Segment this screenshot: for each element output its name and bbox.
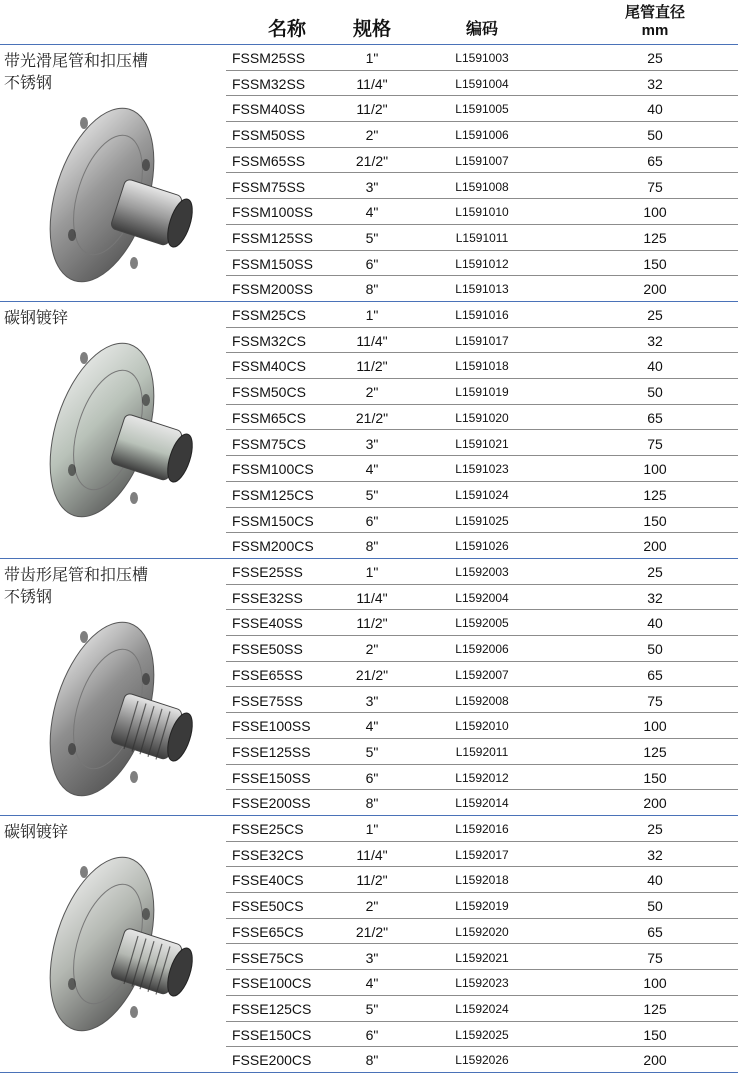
product-spec-cell: 3": [365, 692, 379, 709]
product-name-cell: FSSM65CS: [232, 409, 306, 426]
product-code-cell: L1592014: [455, 796, 509, 811]
group-label: [4, 564, 224, 608]
product-name-cell: FSSE50CS: [232, 898, 304, 915]
product-spec-cell: 11/4": [356, 75, 388, 92]
product-spec-cell: 3": [365, 178, 379, 195]
bolt-hole: [130, 771, 138, 783]
bolt-hole: [80, 631, 88, 643]
group-label: [4, 50, 224, 94]
table-row: [226, 816, 738, 842]
product-name-cell: FSSE25CS: [232, 821, 304, 837]
tail-diameter-cell: 200: [643, 538, 667, 555]
product-spec-cell: 11/2": [356, 615, 388, 632]
product-name-cell: FSSM150SS: [232, 255, 313, 272]
product-name-cell: FSSM25CS: [232, 307, 306, 323]
tail-diameter-cell: 50: [647, 384, 663, 401]
table-row: [226, 1047, 738, 1073]
flange-product-photo: [14, 844, 214, 1044]
tail-diameter-cell: 200: [643, 1052, 667, 1069]
product-spec-cell: 6": [365, 1026, 379, 1043]
product-spec-cell: 6": [365, 769, 379, 786]
product-code-cell: L1592011: [455, 744, 509, 759]
product-spec-cell: 4": [365, 204, 379, 221]
product-name-cell: FSSM40SS: [232, 101, 306, 118]
product-name-cell: FSSM32CS: [232, 332, 306, 349]
table-row: [226, 328, 738, 354]
product-name-cell: FSSE200SS: [232, 795, 311, 812]
tail-diameter-cell: 40: [647, 872, 663, 889]
product-code-cell: L1592008: [455, 693, 509, 708]
tail-diameter-cell: 65: [647, 666, 663, 683]
table-row: [226, 431, 738, 457]
tail-diameter-cell: 150: [643, 255, 667, 272]
product-code-cell: L1592006: [455, 642, 509, 657]
product-spec-cell: 21/2": [355, 409, 389, 426]
tail-diameter-cell: 32: [647, 589, 663, 606]
tail-diameter-cell: 75: [647, 692, 663, 709]
tail-diameter-cell: 75: [647, 435, 663, 452]
tail-diameter-cell: 150: [643, 1026, 667, 1043]
product-group: [0, 302, 738, 559]
table-row: [226, 1022, 738, 1048]
product-spec-cell: 8": [365, 281, 379, 298]
product-spec-cell: 5": [365, 486, 379, 503]
column-header-diameter-label: 尾管直径: [624, 4, 685, 21]
product-spec-cell: 4": [365, 975, 379, 992]
product-name-cell: FSSM32SS: [232, 75, 306, 92]
bolt-hole: [130, 257, 138, 269]
product-name-cell: FSSM100SS: [232, 204, 313, 221]
bolt-hole: [80, 866, 88, 878]
product-name-cell: FSSM150CS: [232, 512, 314, 529]
table-row: [226, 148, 738, 174]
table-row: [226, 559, 738, 585]
group-label: [4, 821, 224, 843]
product-name-cell: FSSM125CS: [232, 486, 314, 503]
group-label-line2: 不锈钢: [4, 73, 53, 92]
tail-diameter-cell: 200: [643, 795, 667, 812]
tail-diameter-cell: 100: [643, 975, 667, 992]
table-row: [226, 456, 738, 482]
table-row: [226, 276, 738, 302]
table-row: [226, 739, 738, 765]
product-name-cell: FSSE25SS: [232, 564, 303, 580]
bolt-hole: [142, 908, 150, 920]
product-name-cell: FSSE100CS: [232, 975, 312, 992]
tail-diameter-cell: 50: [647, 641, 663, 658]
product-name-cell: FSSM100CS: [232, 461, 314, 478]
table-row: [226, 251, 738, 277]
product-code-cell: L1592023: [455, 976, 509, 991]
product-name-cell: FSSM125SS: [232, 229, 313, 246]
product-name-cell: FSSE125CS: [232, 1000, 312, 1017]
tail-diameter-cell: 125: [643, 229, 667, 246]
bolt-hole: [130, 1006, 138, 1018]
product-spec-cell: 11/4": [356, 589, 388, 606]
table-row: [226, 893, 738, 919]
product-code-cell: L1592025: [455, 1027, 509, 1042]
tail-diameter-cell: 32: [647, 332, 663, 349]
table-row: [226, 45, 738, 71]
table-row: [226, 225, 738, 251]
tail-diameter-cell: 25: [647, 564, 663, 580]
product-code-cell: L1591016: [455, 308, 509, 322]
product-code-cell: L1592021: [455, 950, 509, 965]
table-row: [226, 353, 738, 379]
bolt-hole: [142, 673, 150, 685]
product-code-cell: L1591025: [455, 513, 509, 528]
product-group: [0, 559, 738, 816]
product-name-cell: FSSE32CS: [232, 846, 304, 863]
product-spec-cell: 3": [365, 949, 379, 966]
tail-diameter-cell: 125: [643, 486, 667, 503]
group-label-line1: 碳钢镀锌: [4, 822, 69, 841]
product-name-cell: FSSE75SS: [232, 692, 303, 709]
tail-diameter-cell: 25: [647, 821, 663, 837]
tail-diameter-cell: 25: [647, 307, 663, 323]
product-spec-cell: 8": [365, 1052, 379, 1069]
product-spec-cell: 4": [365, 718, 379, 735]
table-row: [226, 199, 738, 225]
group-label-line2: 不锈钢: [4, 587, 53, 606]
table-row: [226, 970, 738, 996]
tail-diameter-cell: 100: [643, 461, 667, 478]
bolt-hole: [142, 159, 150, 171]
product-spec-cell: 1": [365, 307, 379, 323]
table-row: [226, 122, 738, 148]
product-code-cell: L1591011: [455, 230, 509, 245]
flange-product-photo: [14, 330, 214, 530]
bolt-hole: [80, 352, 88, 364]
product-name-cell: FSSM65SS: [232, 152, 306, 169]
product-name-cell: FSSE150SS: [232, 769, 311, 786]
product-spec-cell: 4": [365, 461, 379, 478]
product-spec-cell: 3": [365, 435, 379, 452]
product-spec-cell: 1": [365, 821, 379, 837]
product-name-cell: FSSE150CS: [232, 1026, 312, 1043]
tail-diameter-cell: 125: [643, 743, 667, 760]
product-name-cell: FSSM75SS: [232, 178, 306, 195]
product-spec-cell: 11/4": [356, 846, 388, 863]
product-spec-cell: 6": [365, 512, 379, 529]
product-name-cell: FSSE75CS: [232, 949, 304, 966]
product-code-cell: L1591019: [455, 385, 509, 400]
product-spec-cell: 5": [365, 1000, 379, 1017]
table-row: [226, 174, 738, 200]
tail-diameter-cell: 50: [647, 898, 663, 915]
product-spec-cell: 6": [365, 255, 379, 272]
product-spec-cell: 2": [365, 384, 379, 401]
product-code-cell: L1592007: [455, 667, 509, 682]
tail-diameter-cell: 200: [643, 281, 667, 298]
product-spec-cell: 11/2": [356, 358, 388, 375]
product-name-cell: FSSM75CS: [232, 435, 306, 452]
product-name-cell: FSSE32SS: [232, 589, 303, 606]
product-code-cell: L1591018: [455, 359, 509, 374]
table-row: [226, 919, 738, 945]
product-code-cell: L1591020: [455, 410, 509, 425]
product-code-cell: L1591004: [455, 76, 509, 91]
flange-product-photo: [14, 609, 214, 809]
table-row: [226, 508, 738, 534]
product-code-cell: L1591010: [455, 205, 509, 220]
group-label-line1: 带光滑尾管和扣压槽: [4, 51, 149, 70]
product-name-cell: FSSE40SS: [232, 615, 303, 632]
table-row: [226, 713, 738, 739]
tail-diameter-cell: 40: [647, 101, 663, 118]
product-code-cell: L1591007: [455, 153, 509, 168]
product-spec-cell: 5": [365, 229, 379, 246]
flange-product-photo: [14, 95, 214, 295]
tail-diameter-cell: 150: [643, 769, 667, 786]
tail-diameter-cell: 40: [647, 615, 663, 632]
tail-diameter-cell: 75: [647, 178, 663, 195]
product-code-cell: L1592018: [455, 873, 509, 888]
product-name-cell: FSSM200CS: [232, 538, 314, 555]
product-code-cell: L1591017: [455, 333, 509, 348]
tail-diameter-cell: 100: [643, 718, 667, 735]
group-label: [4, 307, 224, 329]
column-header-name: 名称: [267, 19, 306, 40]
product-spec-cell: 11/2": [356, 872, 388, 889]
product-spec-cell: 2": [365, 127, 379, 144]
bolt-hole: [68, 978, 76, 990]
table-row: [226, 71, 738, 97]
product-name-cell: FSSE65SS: [232, 666, 303, 683]
table-row: [226, 610, 738, 636]
product-code-cell: L1591024: [455, 487, 509, 502]
product-spec-cell: 11/2": [356, 101, 388, 118]
group-label-line1: 碳钢镀锌: [4, 308, 69, 327]
column-header-spec: 规格: [352, 19, 391, 40]
product-code-cell: L1591013: [455, 282, 509, 297]
product-code-cell: L1592010: [455, 719, 509, 734]
tail-diameter-cell: 65: [647, 923, 663, 940]
product-code-cell: L1592017: [455, 847, 509, 862]
product-name-cell: FSSE65CS: [232, 923, 304, 940]
product-code-cell: L1591026: [455, 539, 509, 554]
bolt-hole: [80, 117, 88, 129]
tail-diameter-cell: 75: [647, 949, 663, 966]
product-code-cell: L1592012: [455, 770, 509, 785]
tail-diameter-cell: 65: [647, 409, 663, 426]
bolt-hole: [68, 464, 76, 476]
product-spec-cell: 2": [365, 898, 379, 915]
bolt-hole: [142, 394, 150, 406]
tail-diameter-cell: 100: [643, 204, 667, 221]
table-row: [226, 790, 738, 816]
group-label-line1: 带齿形尾管和扣压槽: [4, 565, 149, 584]
product-name-cell: FSSE100SS: [232, 718, 311, 735]
table-row: [226, 405, 738, 431]
table-row: [226, 945, 738, 971]
table-row: [226, 867, 738, 893]
tail-diameter-cell: 25: [647, 50, 663, 66]
tail-diameter-cell: 40: [647, 358, 663, 375]
column-header-diameter-unit: mm: [641, 22, 669, 39]
tail-diameter-cell: 50: [647, 127, 663, 144]
product-code-cell: L1591003: [455, 51, 509, 65]
product-code-cell: L1592024: [455, 1001, 509, 1016]
bolt-hole: [68, 743, 76, 755]
column-header-code: 编码: [465, 21, 498, 38]
product-group: [0, 45, 738, 302]
product-spec-cell: 8": [365, 538, 379, 555]
tail-diameter-cell: 32: [647, 75, 663, 92]
product-spec-cell: 1": [365, 564, 379, 580]
product-name-cell: FSSE50SS: [232, 641, 303, 658]
product-code-cell: L1592016: [455, 822, 509, 836]
tail-diameter-cell: 65: [647, 152, 663, 169]
table-row: [226, 842, 738, 868]
product-spec-cell: 2": [365, 641, 379, 658]
table-row: [226, 765, 738, 791]
product-spec-cell: 21/2": [355, 666, 389, 683]
product-name-cell: FSSM50SS: [232, 127, 306, 144]
bolt-hole: [68, 229, 76, 241]
product-code-cell: L1592003: [455, 565, 509, 579]
table-header: [0, 0, 738, 46]
product-spec-cell: 11/4": [356, 332, 388, 349]
bolt-hole: [130, 492, 138, 504]
table-row: [226, 585, 738, 611]
product-spec-cell: 1": [365, 50, 379, 66]
product-group: [0, 816, 738, 1073]
product-code-cell: L1592005: [455, 616, 509, 631]
product-name-cell: FSSM40CS: [232, 358, 306, 375]
product-code-cell: L1591012: [455, 256, 509, 271]
product-name-cell: FSSM50CS: [232, 384, 306, 401]
table-row: [226, 688, 738, 714]
product-code-cell: L1591021: [455, 436, 509, 451]
product-code-cell: L1591008: [455, 179, 509, 194]
table-row: [226, 996, 738, 1022]
product-spec-cell: 21/2": [355, 152, 389, 169]
product-code-cell: L1591005: [455, 102, 509, 117]
product-code-cell: L1592026: [455, 1053, 509, 1068]
table-row: [226, 482, 738, 508]
product-spec-cell: 8": [365, 795, 379, 812]
product-code-cell: L1592004: [455, 590, 509, 605]
product-name-cell: FSSE125SS: [232, 743, 311, 760]
tail-diameter-cell: 32: [647, 846, 663, 863]
table-row: [226, 636, 738, 662]
table-row: [226, 96, 738, 122]
product-code-cell: L1591023: [455, 462, 509, 477]
table-row: [226, 533, 738, 559]
product-spec-cell: 5": [365, 743, 379, 760]
product-code-cell: L1591006: [455, 128, 509, 143]
product-name-cell: FSSM25SS: [232, 50, 306, 66]
product-spec-cell: 21/2": [355, 923, 389, 940]
product-code-cell: L1592019: [455, 899, 509, 914]
tail-diameter-cell: 125: [643, 1000, 667, 1017]
column-header-diameter: [580, 4, 730, 40]
table-row: [226, 302, 738, 328]
table-row: [226, 379, 738, 405]
tail-diameter-cell: 150: [643, 512, 667, 529]
table-row: [226, 662, 738, 688]
product-name-cell: FSSE200CS: [232, 1052, 312, 1069]
product-name-cell: FSSE40CS: [232, 872, 304, 889]
product-code-cell: L1592020: [455, 924, 509, 939]
product-name-cell: FSSM200SS: [232, 281, 313, 298]
